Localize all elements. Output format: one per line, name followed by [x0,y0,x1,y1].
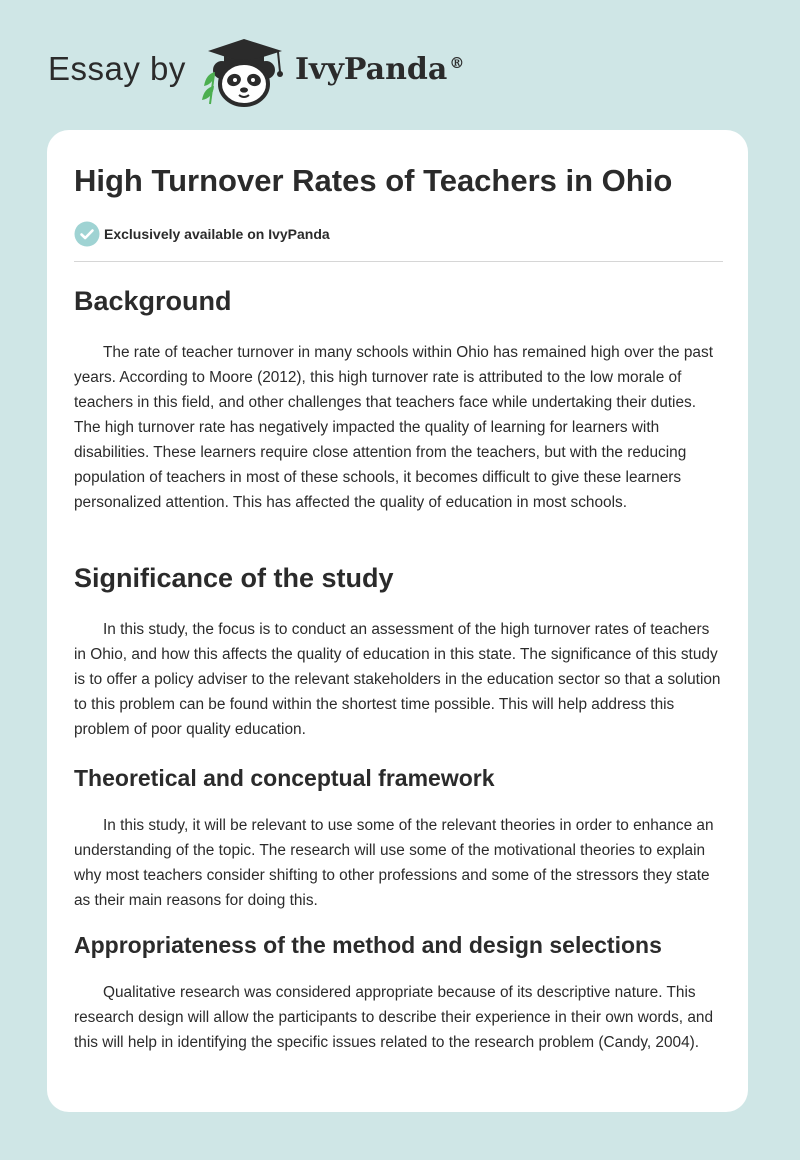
section-paragraph: In this study, the focus is to conduct an assessment of the high turnover rates of teachers in Ohio, and how this affects the quality of education in this state. The significance of this study is to offer a policy adviser to the relevant stakeholders in the education sector so that a solution to this problem can be found within the shortest time possible. This will help address this problem of poor quality education. [74,621,721,738]
section-background [74,286,723,515]
section-heading: Appropriateness of the method and design selections [74,932,662,958]
brand-name[interactable]: IvyPanda ® [295,52,465,87]
section-paragraph: Qualitative research was considered appropriate because of its descriptive nature. This research design will allow the participants to describe their experience in their own words, and this will help in identifying the specific issues related to the research problem (Candy, 2004). [74,984,714,1051]
section-paragraph: In this study, it will be relevant to use some of the relevant theories in order to enhance an understanding of the topic. The research will use some of the motivational theories to explain why most teachers consider shifting to other professions and some of the stressors they state as their main reasons for doing this. [74,817,714,909]
exclusive-badge-text: Exclusively available on IvyPanda [104,226,330,242]
section-method-design [74,932,723,1055]
section-heading: Background [74,286,232,316]
brand-prefix: Essay by [48,50,186,87]
section-significance [74,563,723,742]
page-title: High Turnover Rates of Teachers in Ohio [74,163,673,198]
title-divider [74,261,723,262]
section-heading: Theoretical and conceptual framework [74,765,495,791]
essay-card [47,130,748,1112]
section-theoretical-framework [74,765,723,913]
exclusive-badge [74,221,474,247]
panda-graduate-icon[interactable] [200,34,292,108]
section-paragraph: The rate of teacher turnover in many schools within Ohio has remained high over the past years. According to Moore (2012), this high turnover rate is attributed to the low morale of teachers in this field, and other challenges that teachers face while undertaking their duties. The high turnover rate has negatively impacted the quality of learning for learners with disabilities. These learners require close attention from the teachers, but with the reducing population of teachers in most of these schools, it becomes difficult to give these learners personalized attention. This has affected the quality of education in most schools. [74,344,713,511]
registered-mark: ® [449,54,465,72]
check-circle-icon [74,221,100,247]
brand-header [48,34,468,108]
section-heading: Significance of the study [74,563,394,593]
